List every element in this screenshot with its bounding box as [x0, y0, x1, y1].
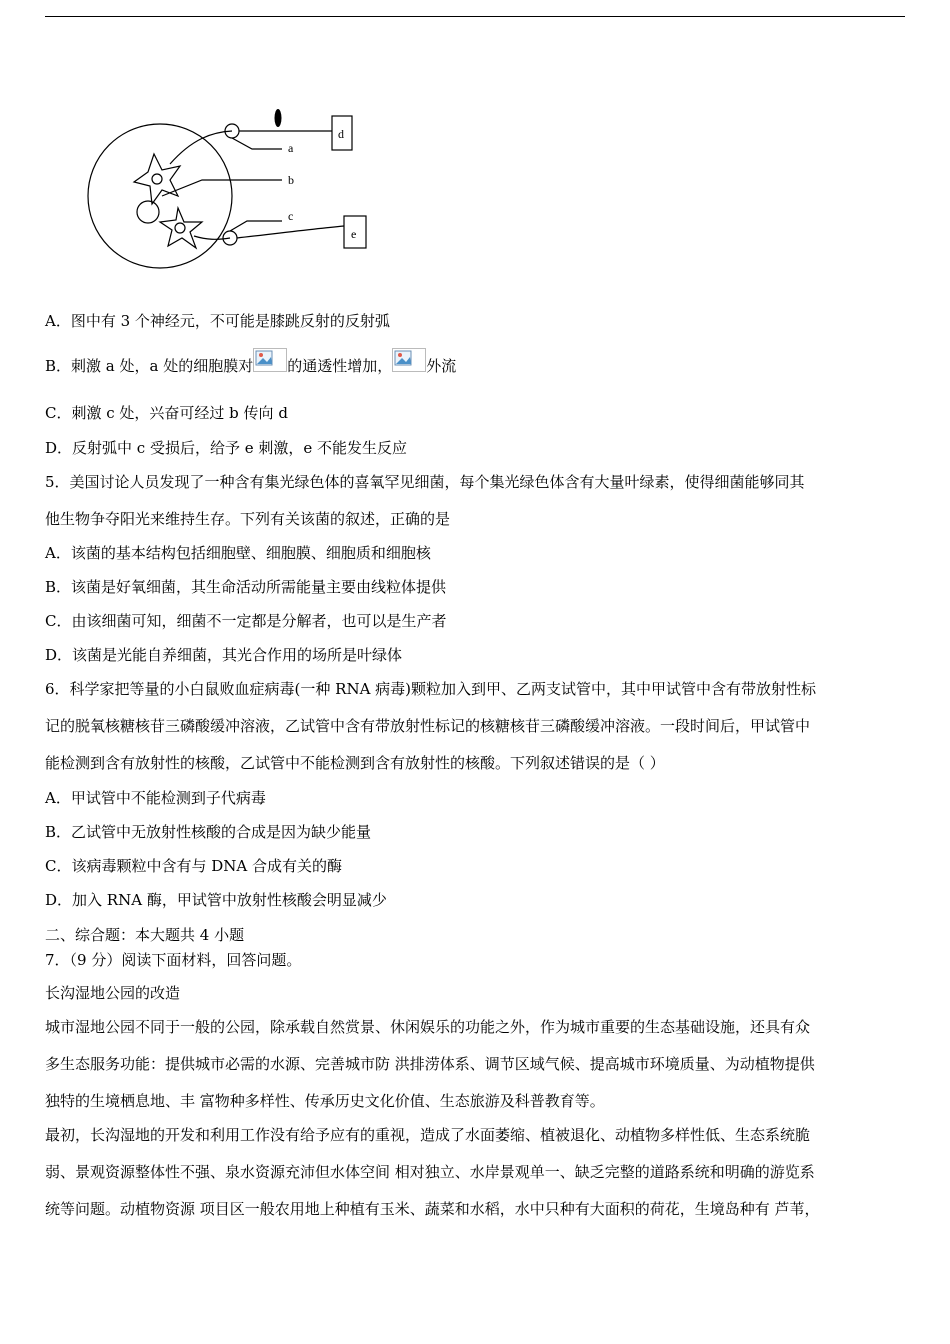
label-e: e: [351, 227, 357, 241]
q5-option-c: C．由该细菌可知，细菌不一定都是分解者，也可以是生产者: [45, 612, 447, 630]
q5-option-d: D．该菌是光能自养细菌，其光合作用的场所是叶绿体: [45, 646, 403, 664]
q6-stem-line-3: 能检测到含有放射性的核酸，乙试管中不能检测到含有放射性的核酸。下列叙述错误的是（ ）: [45, 754, 665, 772]
q4-option-b-text-2: 的通透性增加，: [287, 357, 393, 375]
q6-stem-line-1: 6．科学家把等量的小白鼠败血症病毒(一种 RNA 病毒)颗粒加入到甲、乙两支试管中，其中甲试管中含有带放射性标: [45, 680, 817, 698]
label-d: d: [338, 127, 344, 141]
q7-paragraph-1-line-1: 城市湿地公园不同于一般的公园，除承载自然赏景、休闲娱乐的功能之外，作为城市重要的生态基础设施，还具有众: [45, 1018, 811, 1036]
q6-stem-line-2: 记的脱氧核糖核苷三磷酸缓冲溶液，乙试管中含有带放射性标记的核糖核苷三磷酸缓冲溶液。一段时间后，甲试管中: [45, 717, 811, 735]
q5-stem-line-2: 他生物争夺阳光来维持生存。下列有关该菌的叙述，正确的是: [45, 510, 451, 528]
label-c: c: [288, 209, 294, 223]
reflex-arc-diagram: [82, 104, 372, 284]
q6-option-c: C．该病毒颗粒中含有与 DNA 合成有关的酶: [45, 857, 342, 875]
q4-option-c: C．刺激 c 处，兴奋可经过 b 传向 d: [45, 404, 288, 422]
q4-option-a: A．图中有 3 个神经元，不可能是膝跳反射的反射弧: [45, 312, 390, 330]
header-rule: [45, 16, 905, 17]
q4-option-d: D．反射弧中 c 受损后，给予 e 刺激，e 不能发生反应: [45, 439, 408, 457]
broken-image-icon: [253, 348, 287, 372]
q4-option-b-text-1: B．刺激 a 处，a 处的细胞膜对: [45, 357, 254, 375]
q7-paragraph-1-line-3: 独特的生境栖息地、丰 富物种多样性、传承历史文化价值、生态旅游及科普教育等。: [45, 1092, 605, 1110]
q4-option-b-text-3: 外流: [426, 357, 457, 375]
label-a: a: [288, 141, 294, 155]
q5-option-a: A．该菌的基本结构包括细胞壁、细胞膜、细胞质和细胞核: [45, 544, 431, 562]
q6-option-a: A．甲试管中不能检测到子代病毒: [45, 789, 266, 807]
broken-image-icon: [392, 348, 426, 372]
neuron-upper: [134, 154, 180, 204]
q5-option-b: B．该菌是好氧细菌，其生命活动所需能量主要由线粒体提供: [45, 578, 447, 596]
stimulus-marker: [275, 109, 282, 127]
q7-paragraph-2-line-3: 统等问题。动植物资源 项目区一般农用地上种植有玉米、蔬菜和水稻，水中只种有大面积的荷花，生境岛种有 芦苇，: [45, 1200, 820, 1218]
neuron-lower: [160, 208, 202, 248]
q7-paragraph-2-line-1: 最初，长沟湿地的开发和利用工作没有给予应有的重视，造成了水面萎缩、植被退化、动植物多样性低、生态系统脆: [45, 1126, 811, 1144]
q5-stem-line-1: 5．美国讨论人员发现了一种含有集光绿色体的喜氧罕见细菌，每个集光绿色体含有大量叶绿素，使得细菌能够同其: [45, 473, 805, 491]
section-heading: 二、综合题：本大题共 4 小题: [45, 926, 245, 944]
label-b: b: [288, 173, 294, 187]
q7-article-title: 长沟湿地公园的改造: [45, 984, 181, 1002]
q7-paragraph-2-line-2: 弱、景观资源整体性不强、泉水资源充沛但水体空间 相对独立、水岸景观单一、缺乏完整的道路系统和明确的游览系: [45, 1163, 815, 1181]
spinal-cord-circle: [88, 124, 232, 268]
q6-option-b: B．乙试管中无放射性核酸的合成是因为缺少能量: [45, 823, 372, 841]
q4-option-b: [45, 356, 456, 376]
interneuron-body: [137, 201, 159, 223]
q6-option-d: D．加入 RNA 酶，甲试管中放射性核酸会明显减少: [45, 891, 387, 909]
q7-paragraph-1-line-2: 多生态服务功能：提供城市必需的水源、完善城市防 洪排涝体系、调节区域气候、提高城市环境质量、为动植物提供: [45, 1055, 815, 1073]
q7-stem: 7．（9 分）阅读下面材料，回答问题。: [45, 951, 302, 969]
